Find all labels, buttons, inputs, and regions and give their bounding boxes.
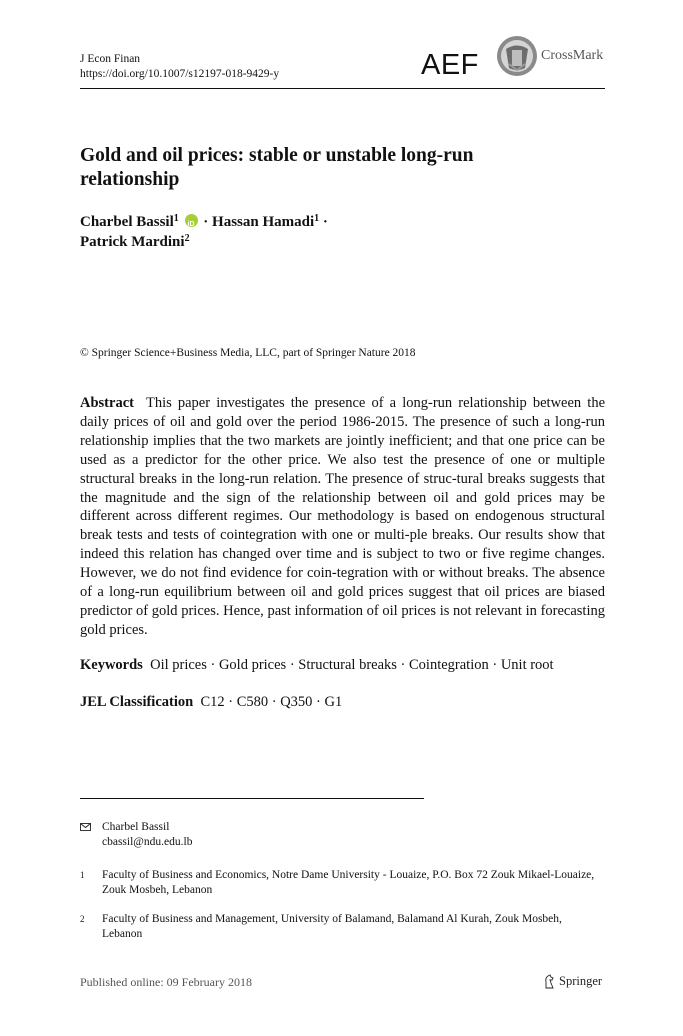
footnote-rule [80,798,424,799]
corresponding-author [80,820,605,850]
author-list [80,212,480,252]
affiliation-footnote [80,912,605,942]
jel-text: C12 · C580 · Q350 · G1 [200,694,343,710]
affiliation-text: Faculty of Business and Management, University of Balamand, Balamand Al Kurah, Zouk Mosbeh, Lebanon [102,913,562,940]
crossmark-label[interactable]: CrossMark [541,48,604,63]
author-affiliation-mark: 1 [173,213,179,224]
jel-classification [80,693,605,712]
orcid-icon[interactable] [185,214,198,227]
abstract-label: Abstract [80,395,134,411]
keywords-text: Oil prices · Gold prices · Structural breaks · Cointegration · Unit root [150,657,554,673]
springer-logo [543,974,602,989]
envelope-icon [80,823,91,831]
aef-logo: AEF [421,49,479,81]
author-affiliation-mark: 2 [184,233,190,244]
keywords-label: Keywords [80,657,143,673]
author-separator: · [319,214,328,230]
springer-horse-icon [543,974,556,989]
abstract-text: This paper investigates the presence of a long-run relationship between the daily prices of oil and gold over the period 1986-2015. The presence of such a long-run relationship implies that the two markets are jointly inefficient; and that one price can be used as a predictor for the other price. We also test the presence of one or multiple structural breaks in the long-run relation. The presence of struc-tural breaks suggests that the magnitude and the sign of the relationship between oil and gold prices may be different across different regimes. Our methodology is based on endogenous structural break tests and tests of cointegration with one or multi-ple breaks. Our results show that indeed this relation has changed over time and is subject to two or five regime changes. However, we do not find evidence for coin-tegration with or without breaks. The absence of a long-run equilibrium between oil and gold prices suggest that oil prices are biased predictor of gold prices. Hence, past information of oil prices is not relevant in forecasting gold prices. [80,395,605,638]
header-rule [80,88,605,89]
affiliation-mark: 2 [80,914,85,924]
orcid-icon-text: iD [187,221,195,228]
article-title: Gold and oil prices: stable or unstable long-run relationship [80,145,474,190]
crossmark-icon[interactable] [495,34,539,78]
author-name[interactable]: Hassan Hamadi [212,214,315,230]
affiliation-mark: 1 [80,870,85,880]
abstract [80,394,605,640]
contact-name: Charbel Bassil [102,821,170,833]
author-name[interactable]: Patrick Mardini [80,234,185,250]
journal-name: J Econ Finan [80,53,141,65]
footnotes [80,820,605,942]
affiliation-text: Faculty of Business and Economics, Notre Dame University - Louaize, P.O. Box 72 Zouk Mikael-Louaize, Zouk Mosbeh, Lebanon [102,869,595,896]
journal-header [80,52,279,82]
springer-label: Springer [559,974,603,988]
author-name[interactable]: Charbel Bassil [80,214,174,230]
contact-email[interactable]: cbassil@ndu.edu.lb [102,836,193,848]
affiliation-footnote [80,868,605,898]
author-separator: · [199,214,213,230]
copyright-notice: © Springer Science+Business Media, LLC, part of Springer Nature 2018 [80,347,416,359]
doi-link[interactable]: https://doi.org/10.1007/s12197-018-9429-y [80,68,280,80]
jel-label: JEL Classification [80,694,194,710]
published-date: Published online: 09 February 2018 [80,975,252,989]
author-affiliation-mark: 1 [314,213,320,224]
keywords [80,656,605,675]
